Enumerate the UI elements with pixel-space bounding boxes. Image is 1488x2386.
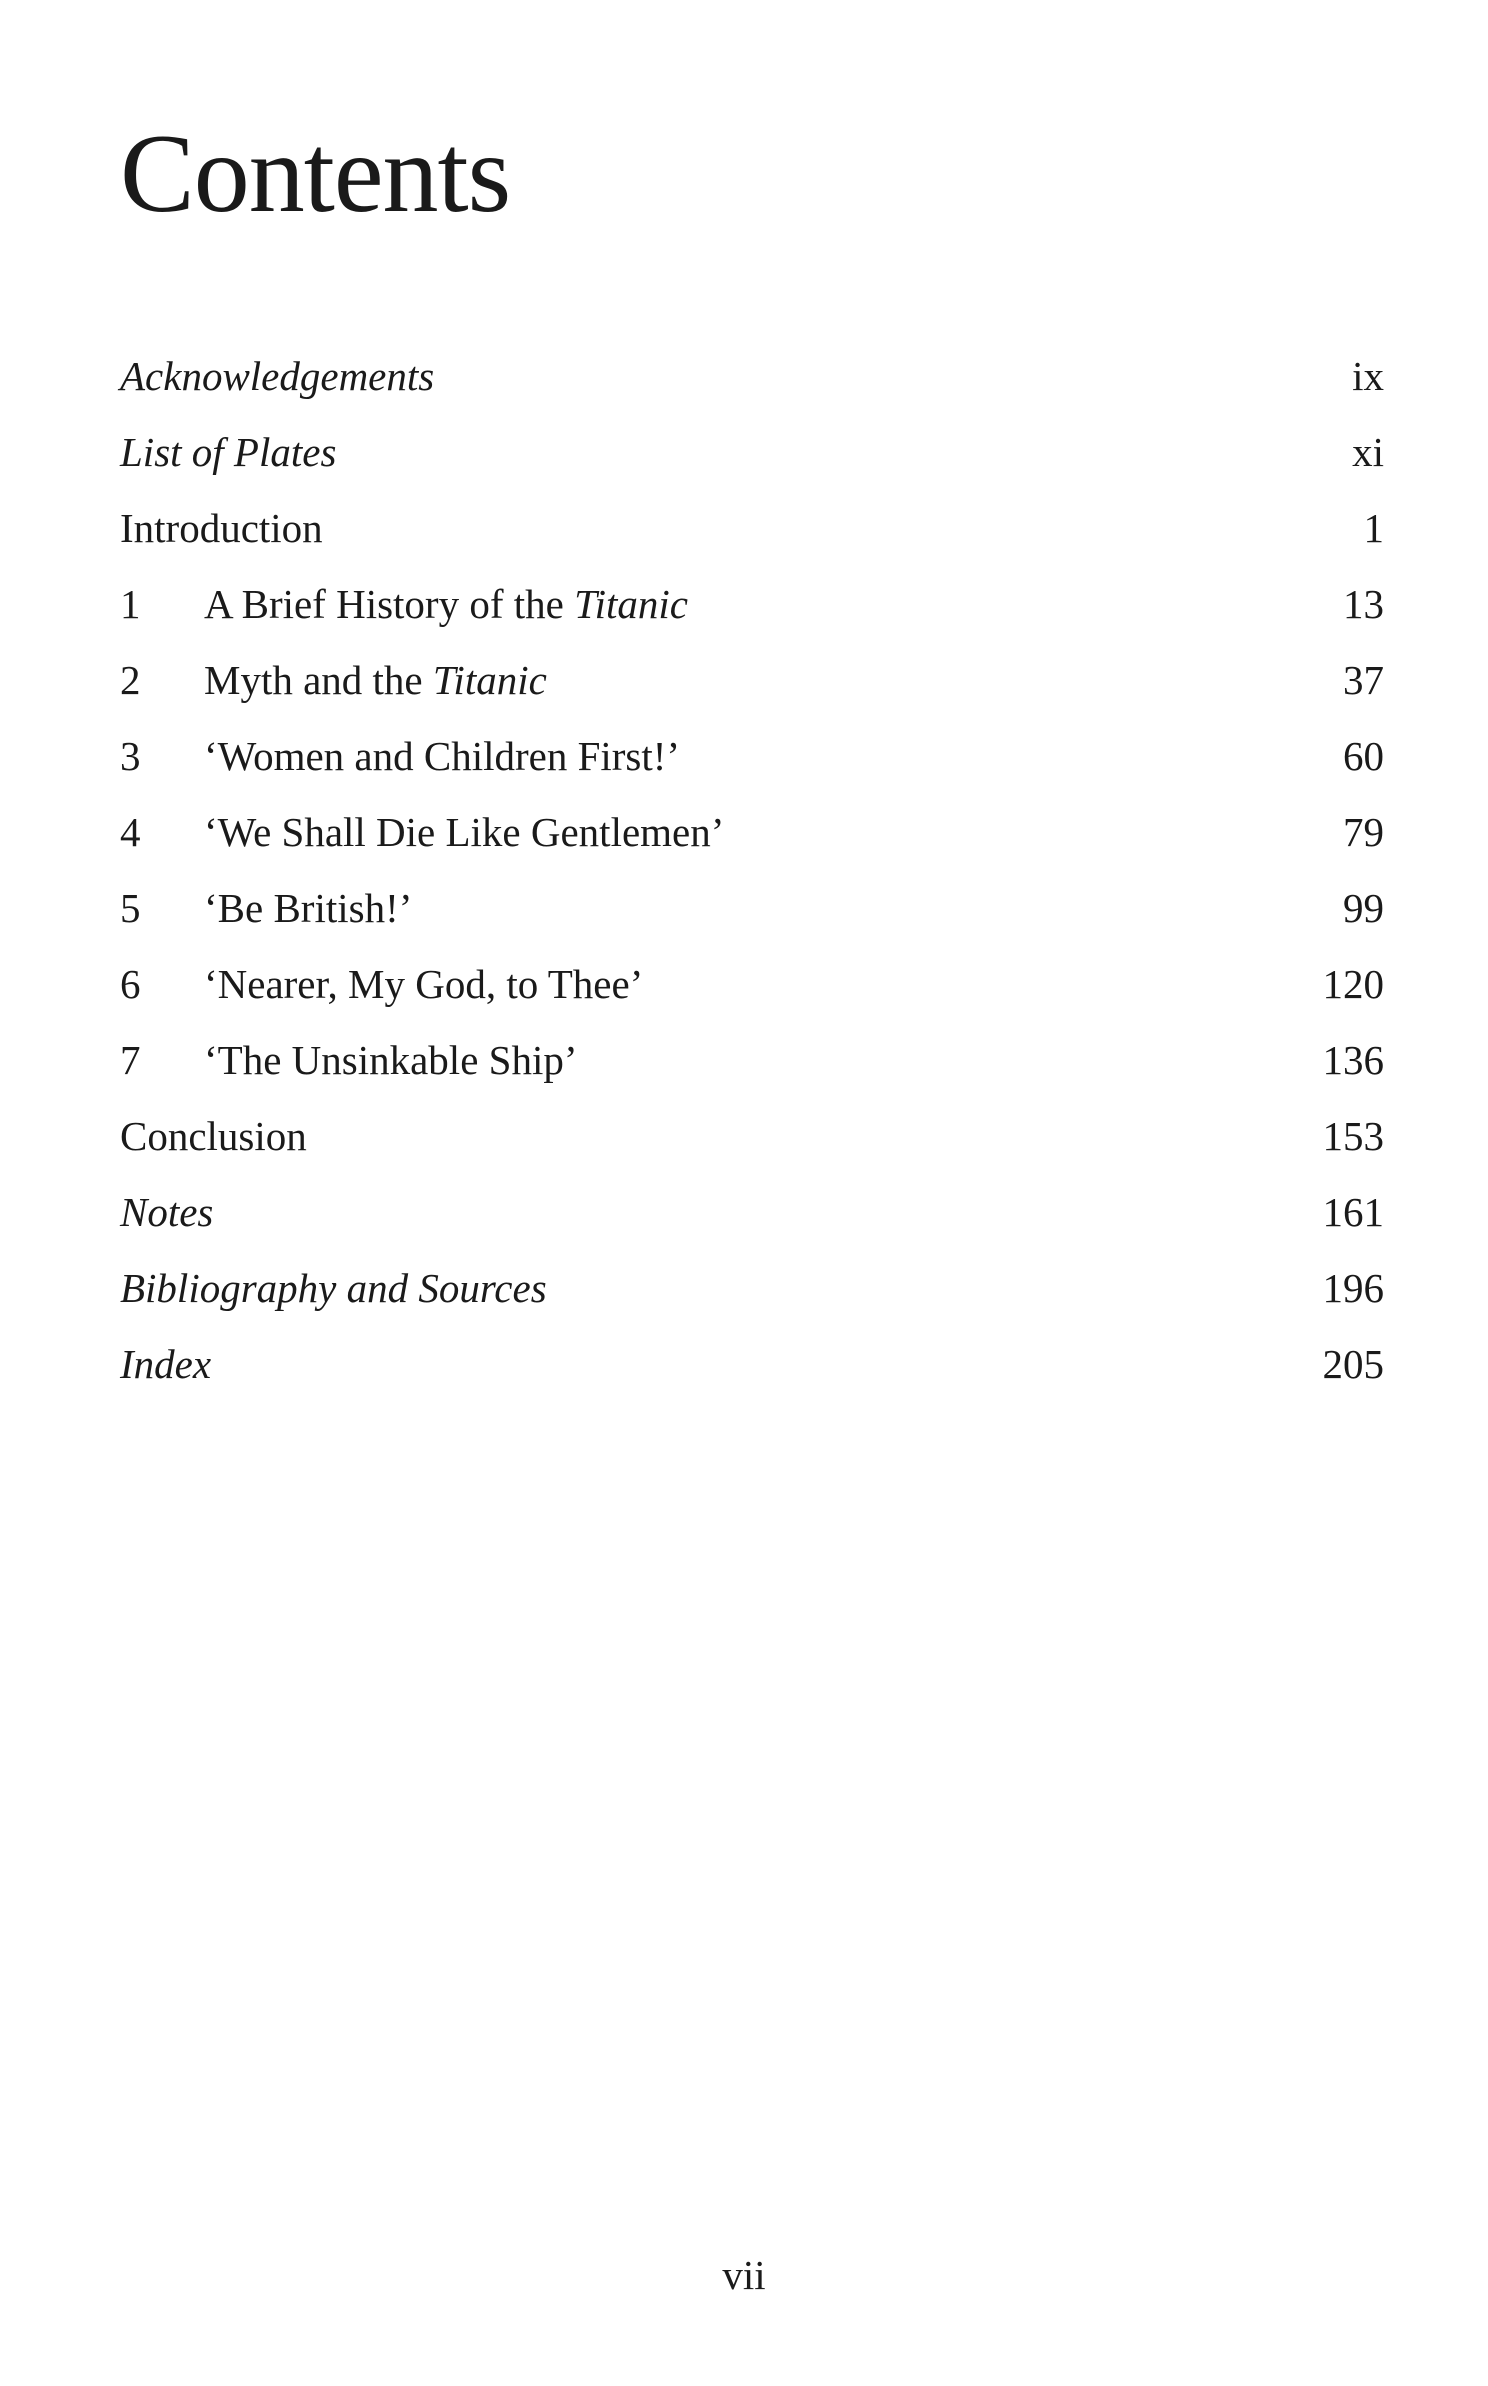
toc-entry-chapter-2[interactable]: [120, 642, 1384, 718]
toc-entry-page: 60: [1343, 733, 1384, 779]
toc-entry-page: 37: [1343, 657, 1384, 703]
chapter-number: 6: [120, 961, 141, 1007]
toc-entry-bibliography[interactable]: [120, 1250, 1384, 1326]
toc-entry-title: ‘The Unsinkable Ship’: [204, 1037, 578, 1083]
toc-entry-title: ‘Women and Children First!’: [204, 733, 681, 779]
toc-entry-page: 196: [1322, 1265, 1384, 1311]
toc-entry-page: 161: [1322, 1189, 1384, 1235]
toc-entry-page: 13: [1343, 581, 1384, 627]
chapter-number: 7: [120, 1037, 141, 1083]
toc-entry-chapter-3[interactable]: [120, 718, 1384, 794]
toc-entry-title: List of Plates: [120, 429, 337, 475]
toc-entry-chapter-5[interactable]: [120, 870, 1384, 946]
chapter-number: 4: [120, 809, 141, 855]
toc-entry-title: Conclusion: [120, 1113, 307, 1159]
page-number: vii: [722, 2252, 766, 2298]
toc-entry-title: ‘We Shall Die Like Gentlemen’: [204, 809, 725, 855]
toc-entry-notes[interactable]: [120, 1174, 1384, 1250]
toc-entry-page: 120: [1322, 961, 1384, 1007]
toc-entry-title: Introduction: [120, 505, 323, 551]
chapter-number: 3: [120, 733, 141, 779]
toc-entry-list-of-plates[interactable]: [120, 414, 1384, 490]
chapter-number: 2: [120, 657, 141, 703]
toc-entry-title: Notes: [120, 1189, 214, 1235]
toc-entry-title: Myth and the Titanic: [204, 657, 547, 703]
toc-entry-introduction[interactable]: [120, 490, 1384, 566]
toc-entry-page: 205: [1322, 1341, 1384, 1387]
page-title: Contents: [120, 112, 511, 236]
toc-entry-acknowledgements[interactable]: [120, 338, 1384, 414]
toc-entry-index[interactable]: [120, 1326, 1384, 1402]
toc-entry-title: ‘Be British!’: [204, 885, 413, 931]
chapter-number: 5: [120, 885, 141, 931]
toc-entry-conclusion[interactable]: [120, 1098, 1384, 1174]
toc-entry-title: Index: [120, 1341, 212, 1387]
toc-entry-title: Bibliography and Sources: [120, 1265, 547, 1311]
table-of-contents: [120, 338, 1384, 1402]
toc-entry-title: Acknowledgements: [120, 353, 435, 399]
toc-entry-page: 136: [1322, 1037, 1384, 1083]
toc-entry-page: 153: [1322, 1113, 1384, 1159]
toc-entry-page: 1: [1363, 505, 1384, 551]
toc-entry-title: ‘Nearer, My God, to Thee’: [204, 961, 644, 1007]
toc-entry-title: A Brief History of the Titanic: [204, 581, 689, 627]
toc-entry-chapter-4[interactable]: [120, 794, 1384, 870]
toc-entry-page: ix: [1352, 353, 1384, 399]
toc-entry-chapter-7[interactable]: [120, 1022, 1384, 1098]
chapter-number: 1: [120, 581, 141, 627]
toc-entry-chapter-1[interactable]: [120, 566, 1384, 642]
toc-entry-page: 79: [1343, 809, 1384, 855]
toc-entry-page: xi: [1352, 429, 1384, 475]
toc-entry-page: 99: [1343, 885, 1384, 931]
toc-entry-chapter-6[interactable]: [120, 946, 1384, 1022]
